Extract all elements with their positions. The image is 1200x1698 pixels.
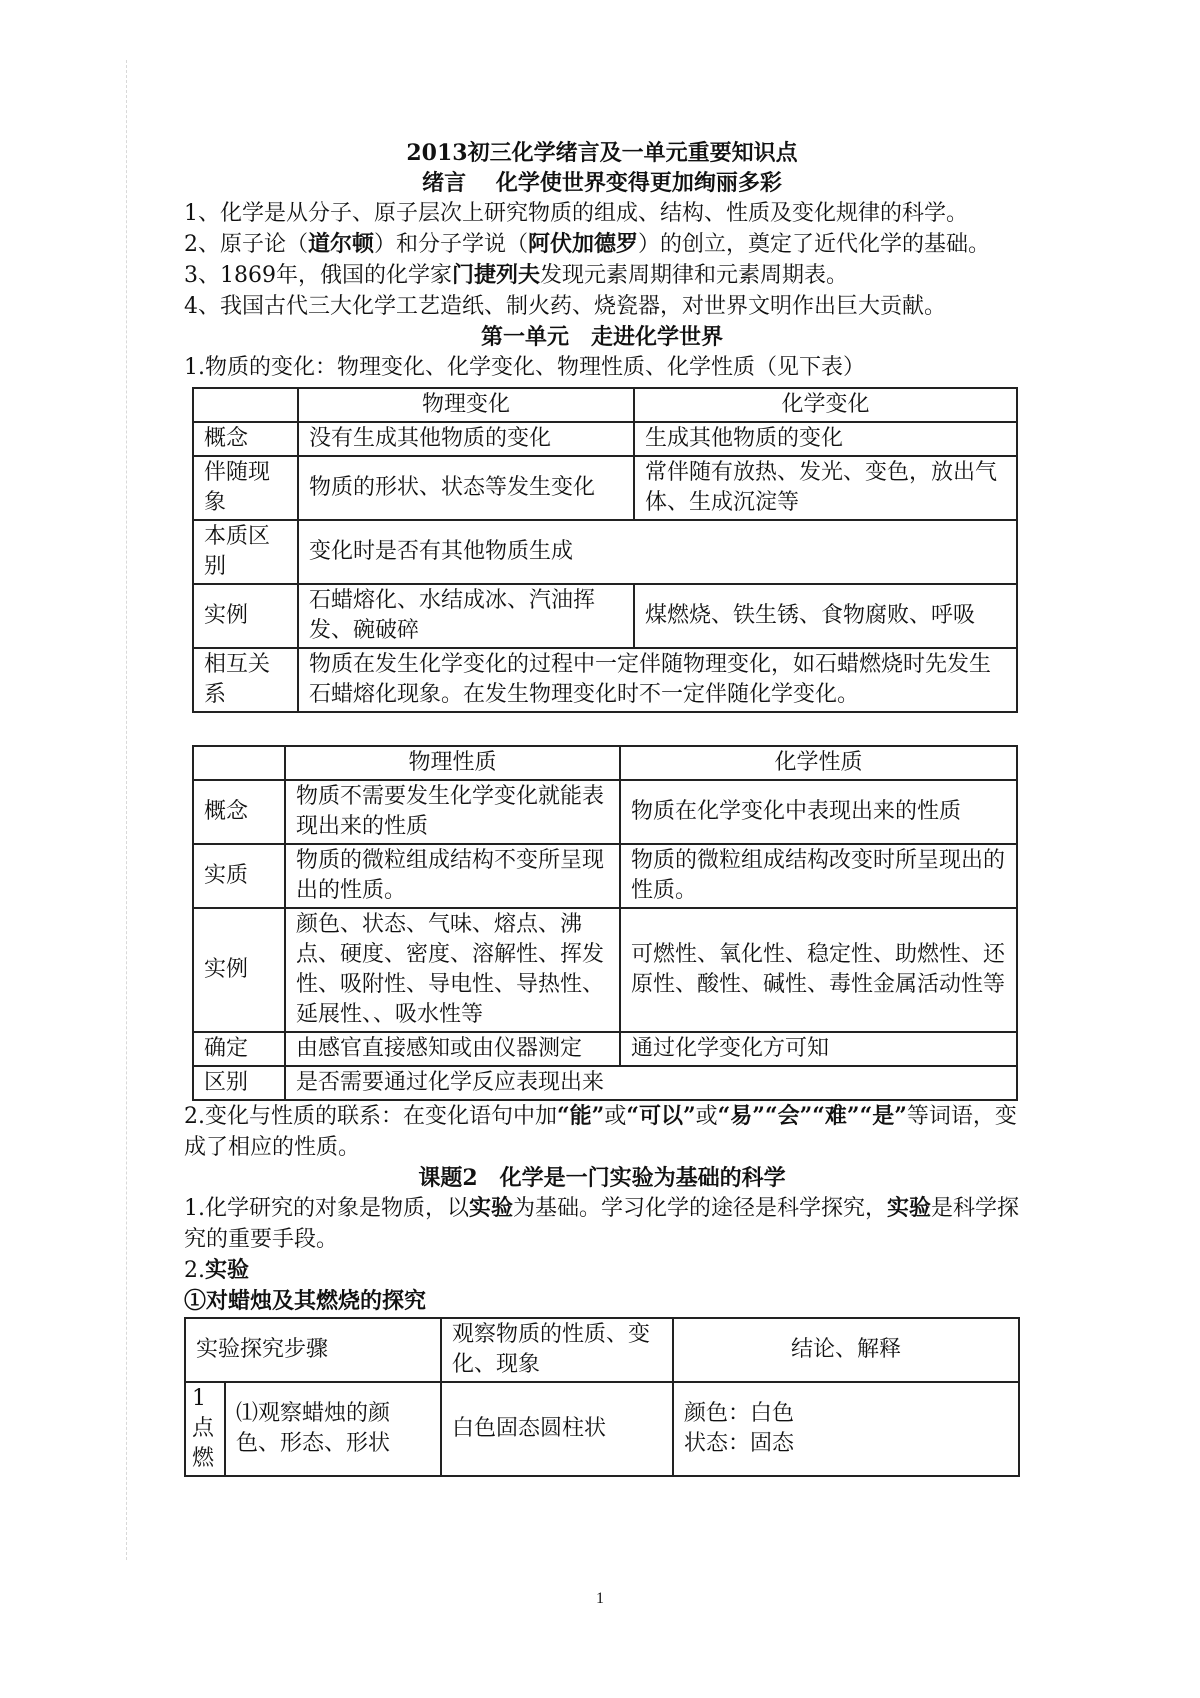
header-steps: 实验探究步骤 xyxy=(185,1318,441,1382)
unit1-section2 xyxy=(184,1101,1020,1163)
bold-term: “易”“会”“难”“是” xyxy=(717,1103,907,1129)
topic2-p1 xyxy=(184,1193,1020,1255)
cell-merged: 变化时是否有其他物质生成 xyxy=(298,520,1017,584)
bold-term: 门捷列夫 xyxy=(452,262,541,288)
cell-chemical: 常伴随有放热、发光、变色，放出气体、生成沉淀等 xyxy=(634,456,1017,520)
cell-merged: 物质在发生化学变化的过程中一定伴随物理变化，如石蜡燃烧时先发生石蜡熔化现象。在发生物理变化时不一定伴随化学变化。 xyxy=(298,648,1017,712)
cell-chemical: 可燃性、氧化性、稳定性、助燃性、还原性、酸性、碱性、毒性金属活动性等 xyxy=(620,908,1017,1032)
topic2-p3: ①对蜡烛及其燃烧的探究 xyxy=(184,1288,427,1314)
bold-term: 道尔顿 xyxy=(308,231,375,257)
text-run: 3、1869年，俄国的化学家 xyxy=(184,263,452,288)
header-physical-change: 物理变化 xyxy=(298,388,634,422)
topic2-p2 xyxy=(184,1255,1020,1286)
text-run: 1.化学研究的对象是物质，以 xyxy=(184,1196,469,1221)
conclusion-line: 颜色：白色 xyxy=(684,1401,795,1426)
cell-physical: 石蜡熔化、水结成冰、汽油挥发、碗破碎 xyxy=(298,584,634,648)
header-empty xyxy=(193,746,285,780)
header-chemical-property: 化学性质 xyxy=(620,746,1017,780)
conclusion-line: 状态：固态 xyxy=(684,1431,795,1456)
table-row xyxy=(193,584,1017,648)
intro-item-4 xyxy=(184,291,1020,322)
text-run: 或 xyxy=(695,1104,718,1129)
header-physical-property: 物理性质 xyxy=(285,746,620,780)
step-description: ⑴观察蜡烛的颜色、形态、形状 xyxy=(225,1382,441,1476)
bold-term: 实验 xyxy=(469,1195,514,1221)
row-label: 伴随现象 xyxy=(193,456,298,520)
row-label: 确定 xyxy=(193,1032,285,1066)
topic2-heading: 课题2 化学是一门实验为基础的科学 xyxy=(418,1165,786,1191)
experiment-table xyxy=(184,1317,1020,1477)
bold-term: “可以” xyxy=(626,1103,696,1129)
intro-item-2 xyxy=(184,229,1020,260)
unit1-heading: 第一单元 走进化学世界 xyxy=(480,324,723,350)
header-empty xyxy=(193,388,298,422)
text-run: 或 xyxy=(604,1104,627,1129)
intro-item-1 xyxy=(184,198,1020,229)
text-run: 1、化学是从分子、原子层次上研究物质的组成、结构、性质及变化规律的科学。 xyxy=(184,201,968,226)
cell-physical: 没有生成其他物质的变化 xyxy=(298,422,634,456)
cell-chemical: 煤燃烧、铁生锈、食物腐败、呼吸 xyxy=(634,584,1017,648)
text-run: 2.变化与性质的联系：在变化语句中加 xyxy=(184,1104,557,1129)
text-run: 是科学探究的重要手段。 xyxy=(184,1196,1020,1252)
cell-physical: 物质不需要发生化学变化就能表现出来的性质 xyxy=(285,780,620,844)
row-label: 区别 xyxy=(193,1066,285,1100)
table-row xyxy=(193,648,1017,712)
row-label: 实质 xyxy=(193,844,285,908)
table-row xyxy=(193,520,1017,584)
cell-physical: 物质的形状、状态等发生变化 xyxy=(298,456,634,520)
step-number: 1点燃 xyxy=(185,1382,225,1476)
text-run: 2、原子论（ xyxy=(184,232,308,257)
row-label: 实例 xyxy=(193,908,285,1032)
text-run: 4、我国古代三大化学工艺造纸、制火药、烧瓷器，对世界文明作出巨大贡献。 xyxy=(184,294,946,319)
cell-physical: 物质的微粒组成结构不变所呈现出的性质。 xyxy=(285,844,620,908)
text-run: 为基础。学习化学的途径是科学探究， xyxy=(513,1196,888,1221)
table-row xyxy=(185,1382,1019,1476)
observation-cell: 白色固态圆柱状 xyxy=(441,1382,673,1476)
bold-term: “能” xyxy=(557,1103,605,1129)
table-header-row xyxy=(193,746,1017,780)
intro-heading: 绪言 化学使世界变得更加绚丽多彩 xyxy=(422,170,782,196)
header-observation: 观察物质的性质、变化、现象 xyxy=(441,1318,673,1382)
table-row xyxy=(193,844,1017,908)
text-run: ）和分子学说（ xyxy=(374,232,529,257)
table-row xyxy=(193,908,1017,1032)
bold-term: 实验 xyxy=(887,1195,932,1221)
unit1-section1: 1.物质的变化：物理变化、化学变化、物理性质、化学性质（见下表） xyxy=(184,355,865,380)
header-chemical-change: 化学变化 xyxy=(634,388,1017,422)
table-header-row xyxy=(193,388,1017,422)
table-header-row xyxy=(185,1318,1019,1382)
row-label: 概念 xyxy=(193,780,285,844)
conclusion-cell xyxy=(673,1382,1019,1476)
document-page xyxy=(184,138,1020,1477)
text-run: 等词语，变成了相应的性质。 xyxy=(184,1104,1017,1160)
table-row xyxy=(193,456,1017,520)
row-label: 本质区别 xyxy=(193,520,298,584)
cell-chemical: 通过化学变化方可知 xyxy=(620,1032,1017,1066)
row-label: 相互关系 xyxy=(193,648,298,712)
cell-chemical: 物质在化学变化中表现出来的性质 xyxy=(620,780,1017,844)
cell-physical: 由感官直接感知或由仪器测定 xyxy=(285,1032,620,1066)
cell-merged: 是否需要通过化学反应表现出来 xyxy=(285,1066,1017,1100)
row-label: 实例 xyxy=(193,584,298,648)
table-row xyxy=(193,780,1017,844)
page-gutter-line xyxy=(126,60,127,1560)
cell-chemical: 物质的微粒组成结构改变时所呈现出的性质。 xyxy=(620,844,1017,908)
text-run: ）的创立，奠定了近代化学的基础。 xyxy=(638,232,991,257)
text-run: 发现元素周期律和元素周期表。 xyxy=(540,263,849,288)
page-number: 1 xyxy=(596,1590,604,1607)
bold-term: 实验 xyxy=(205,1257,250,1283)
bold-term: 阿伏加德罗 xyxy=(528,231,639,257)
document-title: 2013初三化学绪言及一单元重要知识点 xyxy=(406,140,798,166)
property-table xyxy=(192,745,1018,1101)
cell-chemical: 生成其他物质的变化 xyxy=(634,422,1017,456)
cell-physical: 颜色、状态、气味、熔点、沸点、硬度、密度、溶解性、挥发性、吸附性、导电性、导热性、延展性、、吸水性等 xyxy=(285,908,620,1032)
row-label: 概念 xyxy=(193,422,298,456)
text-run: 2. xyxy=(184,1258,205,1283)
table-row xyxy=(193,1066,1017,1100)
table-row xyxy=(193,422,1017,456)
change-table xyxy=(192,387,1018,713)
header-conclusion: 结论、解释 xyxy=(673,1318,1019,1382)
table-row xyxy=(193,1032,1017,1066)
intro-item-3 xyxy=(184,260,1020,291)
